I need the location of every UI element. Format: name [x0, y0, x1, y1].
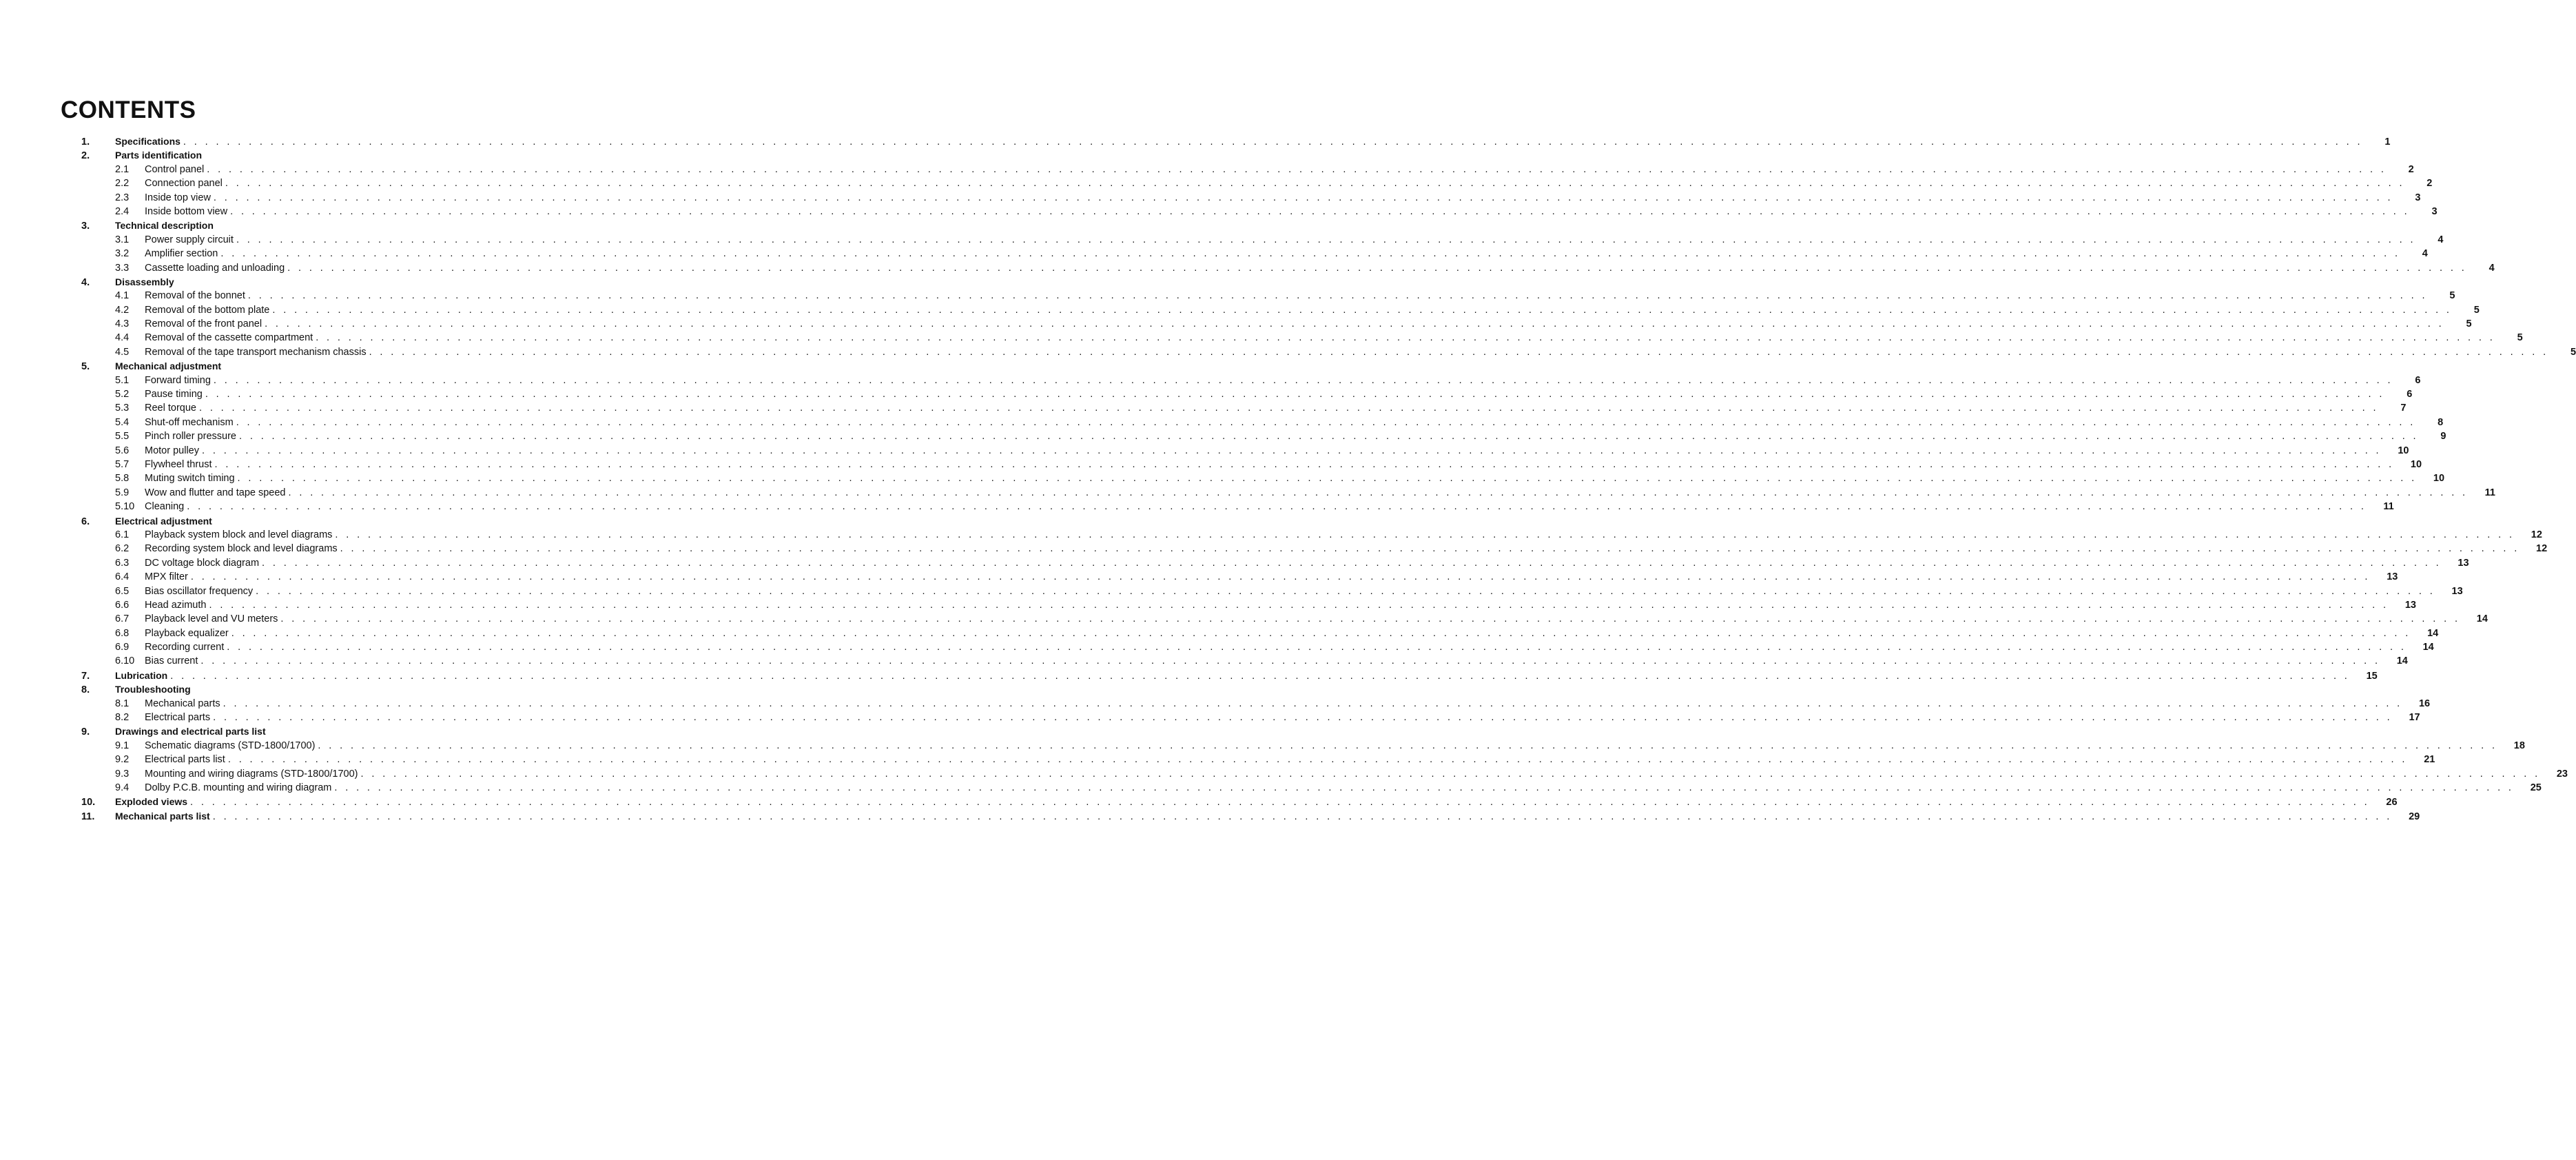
entry-title: Exploded views — [115, 796, 188, 808]
dot-leader: . . . . . . . . . . . . . . . . . . . . . . . . . . . . . . . . . . . . . . . . . . . . . . . . . . . . . . . . . . . . . . . . . . . . . . . . . . . . . . . . . . . . . . . . . . . . . . . . . . . . . . . . . . . . . . . . . . . . . . . . . . . . . . . . . . . . . . . . . . . . . . . . . . . . . . . . . . . . . . . . . . . . . . . . . . . . . . . . . . . . . . . . . . . . . . . . . . . . . . . . — [190, 797, 2370, 808]
page-number: 8 — [2438, 416, 2444, 428]
entry-title: Pause timing — [145, 389, 203, 400]
dot-leader: . . . . . . . . . . . . . . . . . . . . . . . . . . . . . . . . . . . . . . . . . . . . . . . . . . . . . . . . . . . . . . . . . . . . . . . . . . . . . . . . . . . . . . . . . . . . . . . . . . . . . . . . . . . . . . . . . . . . . . . . . . . . . . . . . . . . . . . . . . . . . . . . . . . . . . . . . . . . . . . . . . . . . . . . . . . . . . . . . . . . . . . . . . . . . . . . . . . . . . . . — [265, 318, 2444, 330]
page-number: 10 — [2398, 445, 2409, 456]
toc-subsection[interactable] — [81, 261, 2495, 275]
section-number: 2. — [81, 150, 90, 162]
page-number: 5 — [2473, 304, 2480, 316]
dot-leader: . . . . . . . . . . . . . . . . . . . . . . . . . . . . . . . . . . . . . . . . . . . . . . . . . . . . . . . . . . . . . . . . . . . . . . . . . . . . . . . . . . . . . . . . . . . . . . . . . . . . . . . . . . . . . . . . . . . . . . . . . . . . . . . . . . . . . . . . . . . . . . . . . . . . . . . . . . . . . . . . . . . . . . . . . . . . . . . . . . . . . . . . . . . . . . . . . . . . . . . . — [225, 178, 2405, 190]
entry-title: Mechanical adjustment — [115, 360, 222, 372]
subsection-number: 5.2 — [115, 389, 130, 400]
entry-title: Head azimuth — [145, 599, 207, 611]
entry-title: Inside bottom view — [145, 205, 228, 217]
toc-subsection[interactable] — [81, 345, 2576, 359]
toc-subsection[interactable] — [81, 191, 2421, 205]
subsection-number: 6.10 — [115, 655, 135, 667]
toc-subsection[interactable] — [81, 739, 2525, 753]
page-number: 6 — [2407, 389, 2413, 400]
page-number: 12 — [2531, 529, 2542, 540]
subsection-number: 4.4 — [115, 332, 130, 344]
entry-title: Forward timing — [145, 374, 211, 386]
subsection-number: 5.6 — [115, 445, 130, 456]
entry-title: Electrical parts — [145, 712, 211, 724]
toc-section[interactable] — [81, 514, 718, 528]
page-number: 14 — [2396, 655, 2408, 667]
section-number: 4. — [81, 276, 90, 288]
entry-title: Technical description — [115, 220, 214, 232]
dot-leader: . . . . . . . . . . . . . . . . . . . . . . . . . . . . . . . . . . . . . . . . . . . . . . . . . . . . . . . . . . . . . . . . . . . . . . . . . . . . . . . . . . . . . . . . . . . . . . . . . . . . . . . . . . . . . . . . . . . . . . . . . . . . . . . . . . . . . . . . . . . . . . . . . . . . . . . . . . . . . . . . . . . . . . . . . . . . . . . . . . . . . . . . . . . . . . . . . . . . . . . . — [207, 163, 2387, 175]
dot-leader: . . . . . . . . . . . . . . . . . . . . . . . . . . . . . . . . . . . . . . . . . . . . . . . . . . . . . . . . . . . . . . . . . . . . . . . . . . . . . . . . . . . . . . . . . . . . . . . . . . . . . . . . . . . . . . . . . . . . . . . . . . . . . . . . . . . . . . . . . . . . . . . . . . . . . . . . . . . . . . . . . . . . . . . . . . . . . . . . . . . . . . . . . . . . . . . . . . . . . . . . — [198, 403, 2379, 414]
entry-title: Wow and flutter and tape speed — [145, 487, 286, 498]
dot-leader: . . . . . . . . . . . . . . . . . . . . . . . . . . . . . . . . . . . . . . . . . . . . . . . . . . . . . . . . . . . . . . . . . . . . . . . . . . . . . . . . . . . . . . . . . . . . . . . . . . . . . . . . . . . . . . . . . . . . . . . . . . . . . . . . . . . . . . . . . . . . . . . . . . . . . . . . . . . . . . . . . . . . . . . . . . . . . . . . . . . . . . . . . . . . . . . . . . . . . . . . — [227, 754, 2408, 766]
dot-leader: . . . . . . . . . . . . . . . . . . . . . . . . . . . . . . . . . . . . . . . . . . . . . . . . . . . . . . . . . . . . . . . . . . . . . . . . . . . . . . . . . . . . . . . . . . . . . . . . . . . . . . . . . . . . . . . . . . . . . . . . . . . . . . . . . . . . . . . . . . . . . . . . . . . . . . . . . . . . . . . . . . . . . . . . . . . . . . . . . . . . . . . . . . . . . . . . . . . . . . . . — [213, 712, 2393, 724]
page-number: 2 — [2408, 163, 2414, 175]
entry-title: Mounting and wiring diagrams (STD-1800/1700) — [145, 768, 358, 780]
subsection-number: 4.2 — [115, 304, 130, 316]
page-number: 25 — [2530, 782, 2542, 793]
subsection-number: 9.1 — [115, 740, 130, 751]
section-number: 1. — [81, 136, 90, 147]
dot-leader: . . . . . . . . . . . . . . . . . . . . . . . . . . . . . . . . . . . . . . . . . . . . . . . . . . . . . . . . . . . . . . . . . . . . . . . . . . . . . . . . . . . . . . . . . . . . . . . . . . . . . . . . . . . . . . . . . . . . . . . . . . . . . . . . . . . . . . . . . . . . . . . . . . . . . . . . . . . . . . . . . . . . . . . . . . . . . . . . . . . . . . . . . . . . . . . . . . . . . . . . — [256, 585, 2435, 597]
page-number: 10 — [2410, 458, 2422, 470]
subsection-number: 6.8 — [115, 627, 130, 639]
dot-leader: . . . . . . . . . . . . . . . . . . . . . . . . . . . . . . . . . . . . . . . . . . . . . . . . . . . . . . . . . . . . . . . . . . . . . . . . . . . . . . . . . . . . . . . . . . . . . . . . . . . . . . . . . . . . . . . . . . . . . . . . . . . . . . . . . . . . . . . . . . . . . . . . . . . . . . . . . . . . . . . . . . . . . . . . . . . . . . . . . . . . . . . . . . . . . . . . . . . . . . . . — [170, 670, 2350, 682]
toc-subsection[interactable] — [81, 444, 2409, 458]
dot-leader: . . . . . . . . . . . . . . . . . . . . . . . . . . . . . . . . . . . . . . . . . . . . . . . . . . . . . . . . . . . . . . . . . . . . . . . . . . . . . . . . . . . . . . . . . . . . . . . . . . . . . . . . . . . . . . . . . . . . . . . . . . . . . . . . . . . . . . . . . . . . . . . . . . . . . . . . . . . . . . . . . . . . . . . . . . . . . . . . . . . . . . . . . . . . . . . . . . . . . . . . — [238, 431, 2419, 442]
dot-leader: . . . . . . . . . . . . . . . . . . . . . . . . . . . . . . . . . . . . . . . . . . . . . . . . . . . . . . . . . . . . . . . . . . . . . . . . . . . . . . . . . . . . . . . . . . . . . . . . . . . . . . . . . . . . . . . . . . . . . . . . . . . . . . . . . . . . . . . . . . . . . . . . . . . . . . . . . . . . . . . . . . . . . . . . . . . . . . . . . . . . . . . . . . . . . . . . . . . . . . . . — [230, 205, 2410, 217]
toc-subsection[interactable] — [81, 711, 2420, 724]
subsection-number: 6.2 — [115, 543, 130, 555]
subsection-number: 2.4 — [115, 205, 130, 217]
dot-leader: . . . . . . . . . . . . . . . . . . . . . . . . . . . . . . . . . . . . . . . . . . . . . . . . . . . . . . . . . . . . . . . . . . . . . . . . . . . . . . . . . . . . . . . . . . . . . . . . . . . . . . . . . . . . . . . . . . . . . . . . . . . . . . . . . . . . . . . . . . . . . . . . . . . . . . . . . . . . . . . . . . . . . . . . . . . . . . . . . . . . . . . . . . . . . . . . . . . . . . . . — [187, 501, 2367, 513]
page-number: 14 — [2476, 613, 2488, 625]
dot-leader: . . . . . . . . . . . . . . . . . . . . . . . . . . . . . . . . . . . . . . . . . . . . . . . . . . . . . . . . . . . . . . . . . . . . . . . . . . . . . . . . . . . . . . . . . . . . . . . . . . . . . . . . . . . . . . . . . . . . . . . . . . . . . . . . . . . . . . . . . . . . . . . . . . . . . . . . . . . . . . . . . . . . . . . . . . . . . . . . . . . . . . . . . . . . . . . . . . . . . . . . — [201, 445, 2382, 456]
section-number: 9. — [81, 726, 90, 738]
page-number: 12 — [2536, 543, 2548, 555]
entry-title: Reel torque — [145, 403, 196, 414]
toc-section[interactable] — [81, 809, 2420, 823]
dot-leader: . . . . . . . . . . . . . . . . . . . . . . . . . . . . . . . . . . . . . . . . . . . . . . . . . . . . . . . . . . . . . . . . . . . . . . . . . . . . . . . . . . . . . . . . . . . . . . . . . . . . . . . . . . . . . . . . . . . . . . . . . . . . . . . . . . . . . . . . . . . . . . . . . . . . . . . . . . . . . . . . . . . . . . . . . . . . . . . . . . . . . . . . . . . . . . . . . . . . . . . . — [220, 248, 2400, 260]
toc-subsection[interactable] — [81, 654, 2408, 668]
page-number: 14 — [2427, 627, 2439, 639]
dot-leader: . . . . . . . . . . . . . . . . . . . . . . . . . . . . . . . . . . . . . . . . . . . . . . . . . . . . . . . . . . . . . . . . . . . . . . . . . . . . . . . . . . . . . . . . . . . . . . . . . . . . . . . . . . . . . . . . . . . . . . . . . . . . . . . . . . . . . . . . . . . . . . . . . . . . . . . . . . . . . . . . . . . . . . . . . . . . . . . . . . . . . . . . . . . . . . . . . . . . . . . . — [213, 192, 2393, 203]
dot-leader: . . . . . . . . . . . . . . . . . . . . . . . . . . . . . . . . . . . . . . . . . . . . . . . . . . . . . . . . . . . . . . . . . . . . . . . . . . . . . . . . . . . . . . . . . . . . . . . . . . . . . . . . . . . . . . . . . . . . . . . . . . . . . . . . . . . . . . . . . . . . . . . . . . . . . . . . . . . . . . . . . . . . . . . . . . . . . . . . . . . . . . . . . . . . . . . . . . . . . . . . — [190, 571, 2371, 583]
subsection-number: 6.6 — [115, 599, 130, 611]
dot-leader: . . . . . . . . . . . . . . . . . . . . . . . . . . . . . . . . . . . . . . . . . . . . . . . . . . . . . . . . . . . . . . . . . . . . . . . . . . . . . . . . . . . . . . . . . . . . . . . . . . . . . . . . . . . . . . . . . . . . . . . . . . . . . . . . . . . . . . . . . . . . . . . . . . . . . . . . . . . . . . . . . . . . . . . . . . . . . . . . . . . . . . . . . . . . . . . . . . . . . . . . — [335, 529, 2515, 540]
dot-leader: . . . . . . . . . . . . . . . . . . . . . . . . . . . . . . . . . . . . . . . . . . . . . . . . . . . . . . . . . . . . . . . . . . . . . . . . . . . . . . . . . . . . . . . . . . . . . . . . . . . . . . . . . . . . . . . . . . . . . . . . . . . . . . . . . . . . . . . . . . . . . . . . . . . . . . . . . . . . . . . . . . . . . . . . . . . . . . . . . . . . . . . . . . . . . . . . . . . . . . . . — [212, 811, 2393, 822]
page-number: 4 — [2422, 248, 2428, 260]
entry-title: Mechanical parts — [145, 698, 220, 709]
section-number: 7. — [81, 670, 90, 682]
toc-section[interactable] — [81, 795, 2398, 808]
subsection-number: 5.10 — [115, 501, 135, 513]
page-number: 26 — [2386, 797, 2398, 808]
subsection-number: 5.5 — [115, 431, 130, 442]
entry-title: Muting switch timing — [145, 473, 235, 485]
page-number: 16 — [2418, 698, 2431, 709]
section-number: 3. — [81, 221, 90, 232]
page-number: 13 — [2387, 571, 2398, 583]
page-number: 9 — [2440, 431, 2446, 442]
subsection-number: 5.7 — [115, 458, 130, 470]
entry-title: Electrical adjustment — [115, 515, 212, 527]
page-number: 14 — [2422, 642, 2434, 653]
toc-section[interactable] — [81, 359, 718, 373]
subsection-number: 5.3 — [115, 403, 130, 414]
section-number: 11. — [81, 811, 95, 822]
section-number: 6. — [81, 516, 90, 527]
toc-section[interactable] — [81, 134, 2391, 148]
toc-subsection[interactable] — [81, 205, 2438, 218]
toc-section[interactable] — [81, 669, 2378, 682]
entry-title: Removal of the cassette compartment — [145, 332, 313, 344]
toc-subsection[interactable] — [81, 331, 2523, 345]
dot-leader: . . . . . . . . . . . . . . . . . . . . . . . . . . . . . . . . . . . . . . . . . . . . . . . . . . . . . . . . . . . . . . . . . . . . . . . . . . . . . . . . . . . . . . . . . . . . . . . . . . . . . . . . . . . . . . . . . . . . . . . . . . . . . . . . . . . . . . . . . . . . . . . . . . . . . . . . . . . . . . . . . . . . . . . . . . . . . . . . . . . . . . . . . . . . . . . . . . . . . . . . — [231, 627, 2411, 639]
toc-subsection[interactable] — [81, 429, 2446, 443]
dot-leader: . . . . . . . . . . . . . . . . . . . . . . . . . . . . . . . . . . . . . . . . . . . . . . . . . . . . . . . . . . . . . . . . . . . . . . . . . . . . . . . . . . . . . . . . . . . . . . . . . . . . . . . . . . . . . . . . . . . . . . . . . . . . . . . . . . . . . . . . . . . . . . . . . . . . . . . . . . . . . . . . . . . . . . . . . . . . . . . . . . . . . . . . . . . . . . . . . . . . . . . . — [214, 458, 2395, 470]
entry-title: Removal of the tape transport mechanism chassis — [145, 346, 367, 358]
subsection-number: 5.9 — [115, 487, 130, 498]
entry-title: Shut-off mechanism — [145, 416, 234, 428]
subsection-number: 9.4 — [115, 782, 130, 793]
subsection-number: 4.3 — [115, 318, 130, 330]
subsection-number: 6.3 — [115, 557, 130, 569]
page-number: 5 — [2466, 318, 2472, 330]
subsection-number: 6.9 — [115, 642, 130, 653]
page-number: 5 — [2517, 332, 2523, 344]
dot-leader: . . . . . . . . . . . . . . . . . . . . . . . . . . . . . . . . . . . . . . . . . . . . . . . . . . . . . . . . . . . . . . . . . . . . . . . . . . . . . . . . . . . . . . . . . . . . . . . . . . . . . . . . . . . . . . . . . . . . . . . . . . . . . . . . . . . . . . . . . . . . . . . . . . . . . . . . . . . . . . . . . . . . . . . . . . . . . . . . . . . . . . . . . . . . . . . . . . . . . . . . — [318, 740, 2497, 751]
page-number: 7 — [2400, 403, 2407, 414]
dot-leader: . . . . . . . . . . . . . . . . . . . . . . . . . . . . . . . . . . . . . . . . . . . . . . . . . . . . . . . . . . . . . . . . . . . . . . . . . . . . . . . . . . . . . . . . . . . . . . . . . . . . . . . . . . . . . . . . . . . . . . . . . . . . . . . . . . . . . . . . . . . . . . . . . . . . . . . . . . . . . . . . . . . . . . . . . . . . . . . . . . . . . . . . . . . . . . . . . . . . . . . . — [340, 543, 2520, 555]
entry-title: Bias current — [145, 655, 198, 667]
subsection-number: 4.1 — [115, 290, 130, 302]
page-number: 5 — [2570, 346, 2576, 358]
dot-leader: . . . . . . . . . . . . . . . . . . . . . . . . . . . . . . . . . . . . . . . . . . . . . . . . . . . . . . . . . . . . . . . . . . . . . . . . . . . . . . . . . . . . . . . . . . . . . . . . . . . . . . . . . . . . . . . . . . . . . . . . . . . . . . . . . . . . . . . . . . . . . . . . . . . . . . . . . . . . . . . . . . . . . . . . . . . . . . . . . . . . . . . . . . . . . . . . . . . . . . . . — [213, 374, 2393, 386]
entry-title: Flywheel thrust — [145, 458, 212, 470]
dot-leader: . . . . . . . . . . . . . . . . . . . . . . . . . . . . . . . . . . . . . . . . . . . . . . . . . . . . . . . . . . . . . . . . . . . . . . . . . . . . . . . . . . . . . . . . . . . . . . . . . . . . . . . . . . . . . . . . . . . . . . . . . . . . . . . . . . . . . . . . . . . . . . . . . . . . . . . . . . . . . . . . . . . . . . . . . . . . . . . . . . . . . . . . . . . . . . . . . . . . . . . . — [209, 599, 2389, 611]
entry-title: Mechanical parts list — [115, 810, 210, 822]
toc-subsection[interactable] — [81, 781, 2542, 795]
entry-title: Playback equalizer — [145, 627, 229, 639]
toc-subsection[interactable] — [81, 416, 2444, 429]
toc-subsection[interactable] — [81, 697, 2431, 711]
entry-title: Cleaning — [145, 501, 185, 513]
toc-subsection[interactable] — [81, 542, 2548, 556]
page-number: 4 — [2489, 262, 2495, 274]
entry-title: Pinch roller pressure — [145, 431, 236, 442]
dot-leader: . . . . . . . . . . . . . . . . . . . . . . . . . . . . . . . . . . . . . . . . . . . . . . . . . . . . . . . . . . . . . . . . . . . . . . . . . . . . . . . . . . . . . . . . . . . . . . . . . . . . . . . . . . . . . . . . . . . . . . . . . . . . . . . . . . . . . . . . . . . . . . . . . . . . . . . . . . . . . . . . . . . . . . . . . . . . . . . . . . . . . . . . . . . . . . . . . . . . . . . . — [272, 304, 2452, 316]
dot-leader: . . . . . . . . . . . . . . . . . . . . . . . . . . . . . . . . . . . . . . . . . . . . . . . . . . . . . . . . . . . . . . . . . . . . . . . . . . . . . . . . . . . . . . . . . . . . . . . . . . . . . . . . . . . . . . . . . . . . . . . . . . . . . . . . . . . . . . . . . . . . . . . . . . . . . . . . . . . . . . . . . . . . . . . . . . . . . . . . . . . . . . . . . . . . . . . . . . . . . . . . — [360, 768, 2540, 780]
dot-leader: . . . . . . . . . . . . . . . . . . . . . . . . . . . . . . . . . . . . . . . . . . . . . . . . . . . . . . . . . . . . . . . . . . . . . . . . . . . . . . . . . . . . . . . . . . . . . . . . . . . . . . . . . . . . . . . . . . . . . . . . . . . . . . . . . . . . . . . . . . . . . . . . . . . . . . . . . . . . . . . . . . . . . . . . . . . . . . . . . . . . . . . . . . . . . . . . . . . . . . . . — [288, 487, 2468, 498]
entry-title: Playback level and VU meters — [145, 613, 278, 625]
entry-title: Recording system block and level diagrams — [145, 543, 338, 555]
page-number: 18 — [2513, 740, 2525, 751]
page-number: 3 — [2415, 192, 2421, 203]
toc-subsection[interactable] — [81, 233, 2444, 247]
subsection-number: 2.2 — [115, 178, 130, 190]
toc-subsection[interactable] — [81, 176, 2433, 190]
subsection-number: 3.3 — [115, 262, 130, 274]
subsection-number: 2.1 — [115, 163, 130, 175]
dot-leader: . . . . . . . . . . . . . . . . . . . . . . . . . . . . . . . . . . . . . . . . . . . . . . . . . . . . . . . . . . . . . . . . . . . . . . . . . . . . . . . . . . . . . . . . . . . . . . . . . . . . . . . . . . . . . . . . . . . . . . . . . . . . . . . . . . . . . . . . . . . . . . . . . . . . . . . . . . . . . . . . . . . . . . . . . . . . . . . . . . . . . . . . . . . . . . . . . . . . . . . . — [236, 416, 2416, 428]
page-number: 3 — [2431, 205, 2438, 217]
toc-subsection[interactable] — [81, 598, 2416, 612]
entry-title: Removal of the bottom plate — [145, 304, 270, 316]
subsection-number: 9.3 — [115, 768, 130, 780]
page-number: 17 — [2409, 712, 2420, 724]
dot-leader: . . . . . . . . . . . . . . . . . . . . . . . . . . . . . . . . . . . . . . . . . . . . . . . . . . . . . . . . . . . . . . . . . . . . . . . . . . . . . . . . . . . . . . . . . . . . . . . . . . . . . . . . . . . . . . . . . . . . . . . . . . . . . . . . . . . . . . . . . . . . . . . . . . . . . . . . . . . . . . . . . . . . . . . . . . . . . . . . . . . . . . . . . . . . . . . . . . . . . . . . — [227, 642, 2407, 653]
entry-title: Disassembly — [115, 276, 174, 287]
entry-title: Control panel — [145, 163, 205, 175]
toc-subsection[interactable] — [81, 627, 2439, 640]
section-number: 5. — [81, 361, 90, 373]
subsection-number: 5.4 — [115, 416, 130, 428]
toc-subsection[interactable] — [81, 303, 2480, 317]
entry-title: Removal of the bonnet — [145, 290, 245, 302]
subsection-number: 3.1 — [115, 234, 130, 245]
page-number: 13 — [2457, 557, 2469, 569]
dot-leader: . . . . . . . . . . . . . . . . . . . . . . . . . . . . . . . . . . . . . . . . . . . . . . . . . . . . . . . . . . . . . . . . . . . . . . . . . . . . . . . . . . . . . . . . . . . . . . . . . . . . . . . . . . . . . . . . . . . . . . . . . . . . . . . . . . . . . . . . . . . . . . . . . . . . . . . . . . . . . . . . . . . . . . . . . . . . . . . . . . . . . . . . . . . . . . . . . . . . . . . . — [223, 698, 2403, 709]
page-number: 13 — [2404, 599, 2416, 611]
dot-leader: . . . . . . . . . . . . . . . . . . . . . . . . . . . . . . . . . . . . . . . . . . . . . . . . . . . . . . . . . . . . . . . . . . . . . . . . . . . . . . . . . . . . . . . . . . . . . . . . . . . . . . . . . . . . . . . . . . . . . . . . . . . . . . . . . . . . . . . . . . . . . . . . . . . . . . . . . . . . . . . . . . . . . . . . . . . . . . . . . . . . . . . . . . . . . . . . . . . . . . . . — [287, 262, 2467, 274]
toc-subsection[interactable] — [81, 556, 2469, 570]
page-number: 11 — [2383, 501, 2394, 513]
page-number: 21 — [2424, 754, 2435, 766]
toc-subsection[interactable] — [81, 767, 2568, 781]
entry-title: Bias oscillator frequency — [145, 585, 254, 597]
toc-subsection[interactable] — [81, 289, 2455, 303]
toc-subsection[interactable] — [81, 584, 2463, 598]
toc-subsection[interactable] — [81, 163, 2414, 176]
subsection-number: 5.8 — [115, 473, 130, 485]
dot-leader: . . . . . . . . . . . . . . . . . . . . . . . . . . . . . . . . . . . . . . . . . . . . . . . . . . . . . . . . . . . . . . . . . . . . . . . . . . . . . . . . . . . . . . . . . . . . . . . . . . . . . . . . . . . . . . . . . . . . . . . . . . . . . . . . . . . . . . . . . . . . . . . . . . . . . . . . . . . . . . . . . . . . . . . . . . . . . . . . . . . . . . . . . . . . . . . . . . . . . . . . — [262, 557, 2442, 569]
toc-subsection[interactable] — [81, 374, 2421, 387]
toc-section[interactable] — [81, 275, 718, 289]
subsection-number: 6.1 — [115, 529, 130, 540]
dot-leader: . . . . . . . . . . . . . . . . . . . . . . . . . . . . . . . . . . . . . . . . . . . . . . . . . . . . . . . . . . . . . . . . . . . . . . . . . . . . . . . . . . . . . . . . . . . . . . . . . . . . . . . . . . . . . . . . . . . . . . . . . . . . . . . . . . . . . . . . . . . . . . . . . . . . . . . . . . . . . . . . . . . . . . . . . . . . . . . . . . . . . . . . . . . . . . . . . . . . . . . . — [369, 346, 2549, 358]
subsection-number: 9.2 — [115, 754, 130, 766]
page-number: 13 — [2451, 585, 2463, 597]
section-number: 10. — [81, 797, 96, 808]
entry-title: Lubrication — [115, 669, 168, 681]
entry-title: MPX filter — [145, 571, 188, 583]
dot-leader: . . . . . . . . . . . . . . . . . . . . . . . . . . . . . . . . . . . . . . . . . . . . . . . . . . . . . . . . . . . . . . . . . . . . . . . . . . . . . . . . . . . . . . . . . . . . . . . . . . . . . . . . . . . . . . . . . . . . . . . . . . . . . . . . . . . . . . . . . . . . . . . . . . . . . . . . . . . . . . . . . . . . . . . . . . . . . . . . . . . . . . . . . . . . . . . . . . . . . . . . — [205, 389, 2385, 400]
page-number: 10 — [2433, 473, 2445, 485]
toc-subsection[interactable] — [81, 401, 2407, 415]
table-of-contents — [81, 134, 2576, 823]
entry-title: DC voltage block diagram — [145, 557, 260, 569]
toc-subsection[interactable] — [81, 753, 2435, 766]
page-number: 5 — [2449, 290, 2455, 302]
entry-title: Power supply circuit — [145, 234, 234, 245]
subsection-number: 6.5 — [115, 585, 130, 597]
toc-subsection[interactable] — [81, 486, 2495, 500]
dot-leader: . . . . . . . . . . . . . . . . . . . . . . . . . . . . . . . . . . . . . . . . . . . . . . . . . . . . . . . . . . . . . . . . . . . . . . . . . . . . . . . . . . . . . . . . . . . . . . . . . . . . . . . . . . . . . . . . . . . . . . . . . . . . . . . . . . . . . . . . . . . . . . . . . . . . . . . . . . . . . . . . . . . . . . . . . . . . . . . . . . . . . . . . . . . . . . . . . . . . . . . . — [334, 782, 2514, 793]
entry-title: Playback system block and level diagrams — [145, 529, 333, 540]
page-number: 23 — [2556, 768, 2568, 780]
subsection-number: 4.5 — [115, 346, 130, 358]
toc-section[interactable] — [81, 148, 718, 162]
entry-title: Motor pulley — [145, 445, 199, 456]
dot-leader: . . . . . . . . . . . . . . . . . . . . . . . . . . . . . . . . . . . . . . . . . . . . . . . . . . . . . . . . . . . . . . . . . . . . . . . . . . . . . . . . . . . . . . . . . . . . . . . . . . . . . . . . . . . . . . . . . . . . . . . . . . . . . . . . . . . . . . . . . . . . . . . . . . . . . . . . . . . . . . . . . . . . . . . . . . . . . . . . . . . . . . . . . . . . . . . . . . . . . . . . — [236, 234, 2416, 245]
toc-subsection[interactable] — [81, 640, 2434, 654]
entry-title: Recording current — [145, 642, 225, 653]
dot-leader: . . . . . . . . . . . . . . . . . . . . . . . . . . . . . . . . . . . . . . . . . . . . . . . . . . . . . . . . . . . . . . . . . . . . . . . . . . . . . . . . . . . . . . . . . . . . . . . . . . . . . . . . . . . . . . . . . . . . . . . . . . . . . . . . . . . . . . . . . . . . . . . . . . . . . . . . . . . . . . . . . . . . . . . . . . . . . . . . . . . . . . . . . . . . . . . . . . . . . . . . — [237, 473, 2418, 485]
subsection-number: 2.3 — [115, 192, 130, 203]
entry-title: Troubleshooting — [115, 684, 191, 695]
toc-subsection[interactable] — [81, 500, 2394, 513]
toc-subsection[interactable] — [81, 612, 2488, 626]
entry-title: Removal of the front panel — [145, 318, 262, 330]
toc-subsection[interactable] — [81, 458, 2422, 471]
page-title: CONTENTS — [61, 96, 196, 123]
dot-leader: . . . . . . . . . . . . . . . . . . . . . . . . . . . . . . . . . . . . . . . . . . . . . . . . . . . . . . . . . . . . . . . . . . . . . . . . . . . . . . . . . . . . . . . . . . . . . . . . . . . . . . . . . . . . . . . . . . . . . . . . . . . . . . . . . . . . . . . . . . . . . . . . . . . . . . . . . . . . . . . . . . . . . . . . . . . . . . . . . . . . . . . . . . . . . . . . . . . . . . . . — [183, 136, 2363, 147]
toc-section[interactable] — [81, 724, 718, 738]
toc-subsection[interactable] — [81, 570, 2398, 584]
entry-title: Connection panel — [145, 178, 223, 190]
page-number: 29 — [2409, 811, 2420, 822]
entry-title: Amplifier section — [145, 248, 218, 260]
toc-subsection[interactable] — [81, 387, 2413, 401]
toc-subsection[interactable] — [81, 317, 2472, 331]
toc-subsection[interactable] — [81, 528, 2542, 542]
dot-leader: . . . . . . . . . . . . . . . . . . . . . . . . . . . . . . . . . . . . . . . . . . . . . . . . . . . . . . . . . . . . . . . . . . . . . . . . . . . . . . . . . . . . . . . . . . . . . . . . . . . . . . . . . . . . . . . . . . . . . . . . . . . . . . . . . . . . . . . . . . . . . . . . . . . . . . . . . . . . . . . . . . . . . . . . . . . . . . . . . . . . . . . . . . . . . . . . . . . . . . . . — [200, 655, 2380, 667]
toc-section[interactable] — [81, 218, 718, 232]
dot-leader: . . . . . . . . . . . . . . . . . . . . . . . . . . . . . . . . . . . . . . . . . . . . . . . . . . . . . . . . . . . . . . . . . . . . . . . . . . . . . . . . . . . . . . . . . . . . . . . . . . . . . . . . . . . . . . . . . . . . . . . . . . . . . . . . . . . . . . . . . . . . . . . . . . . . . . . . . . . . . . . . . . . . . . . . . . . . . . . . . . . . . . . . . . . . . . . . . . . . . . . . — [316, 332, 2495, 344]
entry-title: Schematic diagrams (STD-1800/1700) — [145, 740, 316, 751]
subsection-number: 6.7 — [115, 613, 130, 625]
dot-leader: . . . . . . . . . . . . . . . . . . . . . . . . . . . . . . . . . . . . . . . . . . . . . . . . . . . . . . . . . . . . . . . . . . . . . . . . . . . . . . . . . . . . . . . . . . . . . . . . . . . . . . . . . . . . . . . . . . . . . . . . . . . . . . . . . . . . . . . . . . . . . . . . . . . . . . . . . . . . . . . . . . . . . . . . . . . . . . . . . . . . . . . . . . . . . . . . . . . . . . . . — [280, 613, 2460, 625]
subsection-number: 8.1 — [115, 698, 130, 709]
subsection-number: 5.1 — [115, 374, 130, 386]
subsection-number: 3.2 — [115, 248, 130, 260]
entry-title: Specifications — [115, 136, 181, 147]
subsection-number: 6.4 — [115, 571, 130, 583]
subsection-number: 8.2 — [115, 712, 130, 724]
entry-title: Dolby P.C.B. mounting and wiring diagram — [145, 782, 332, 793]
page-number: 1 — [2384, 136, 2391, 147]
entry-title: Electrical parts list — [145, 754, 225, 766]
entry-title: Cassette loading and unloading — [145, 262, 285, 274]
page-number: 15 — [2366, 670, 2378, 682]
page-number: 2 — [2426, 178, 2433, 190]
page-number: 6 — [2415, 374, 2421, 386]
toc-subsection[interactable] — [81, 247, 2428, 261]
page-number: 11 — [2484, 487, 2495, 498]
entry-title: Parts identification — [115, 150, 203, 161]
entry-title: Drawings and electrical parts list — [115, 726, 266, 737]
toc-subsection[interactable] — [81, 471, 2445, 485]
page-number: 4 — [2438, 234, 2444, 245]
toc-section[interactable] — [81, 682, 718, 696]
section-number: 8. — [81, 684, 90, 696]
entry-title: Inside top view — [145, 192, 211, 203]
dot-leader: . . . . . . . . . . . . . . . . . . . . . . . . . . . . . . . . . . . . . . . . . . . . . . . . . . . . . . . . . . . . . . . . . . . . . . . . . . . . . . . . . . . . . . . . . . . . . . . . . . . . . . . . . . . . . . . . . . . . . . . . . . . . . . . . . . . . . . . . . . . . . . . . . . . . . . . . . . . . . . . . . . . . . . . . . . . . . . . . . . . . . . . . . . . . . . . . . . . . . . . . — [247, 290, 2428, 302]
